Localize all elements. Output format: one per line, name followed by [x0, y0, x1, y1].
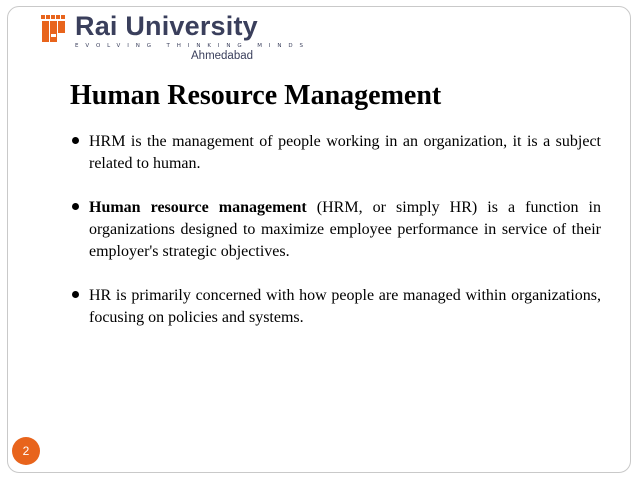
- university-logo: [41, 11, 310, 62]
- bullet-item: [70, 131, 601, 175]
- bullet-list: [70, 131, 601, 329]
- slide-title: Human Resource Management: [70, 80, 442, 111]
- bullet-text: (HRM, or simply HR) is a function in organizations designed to maximize employee performance in service of their employer's strategic objectives.: [89, 199, 601, 260]
- bullet-strong-text: Human resource management: [89, 199, 307, 216]
- bullet-item: [70, 197, 601, 263]
- bullet-text: HR is primarily concerned with how people are managed within organizations, focusing on policies and systems.: [89, 287, 601, 326]
- campus-name: Ahmedabad: [191, 50, 254, 62]
- rai-university-logo-mark-icon: [41, 14, 69, 44]
- bullet-dot-icon: [72, 203, 79, 210]
- bullet-dot-icon: [72, 137, 79, 144]
- page-number-badge: 2: [12, 437, 40, 465]
- university-tagline: EVOLVING THINKING MINDS: [75, 43, 310, 49]
- university-name: Rai University: [75, 11, 258, 41]
- bullet-item: [70, 285, 601, 329]
- bullet-dot-icon: [72, 291, 79, 298]
- bullet-text: HRM is the management of people working in an organization, it is a subject related to human.: [89, 133, 601, 172]
